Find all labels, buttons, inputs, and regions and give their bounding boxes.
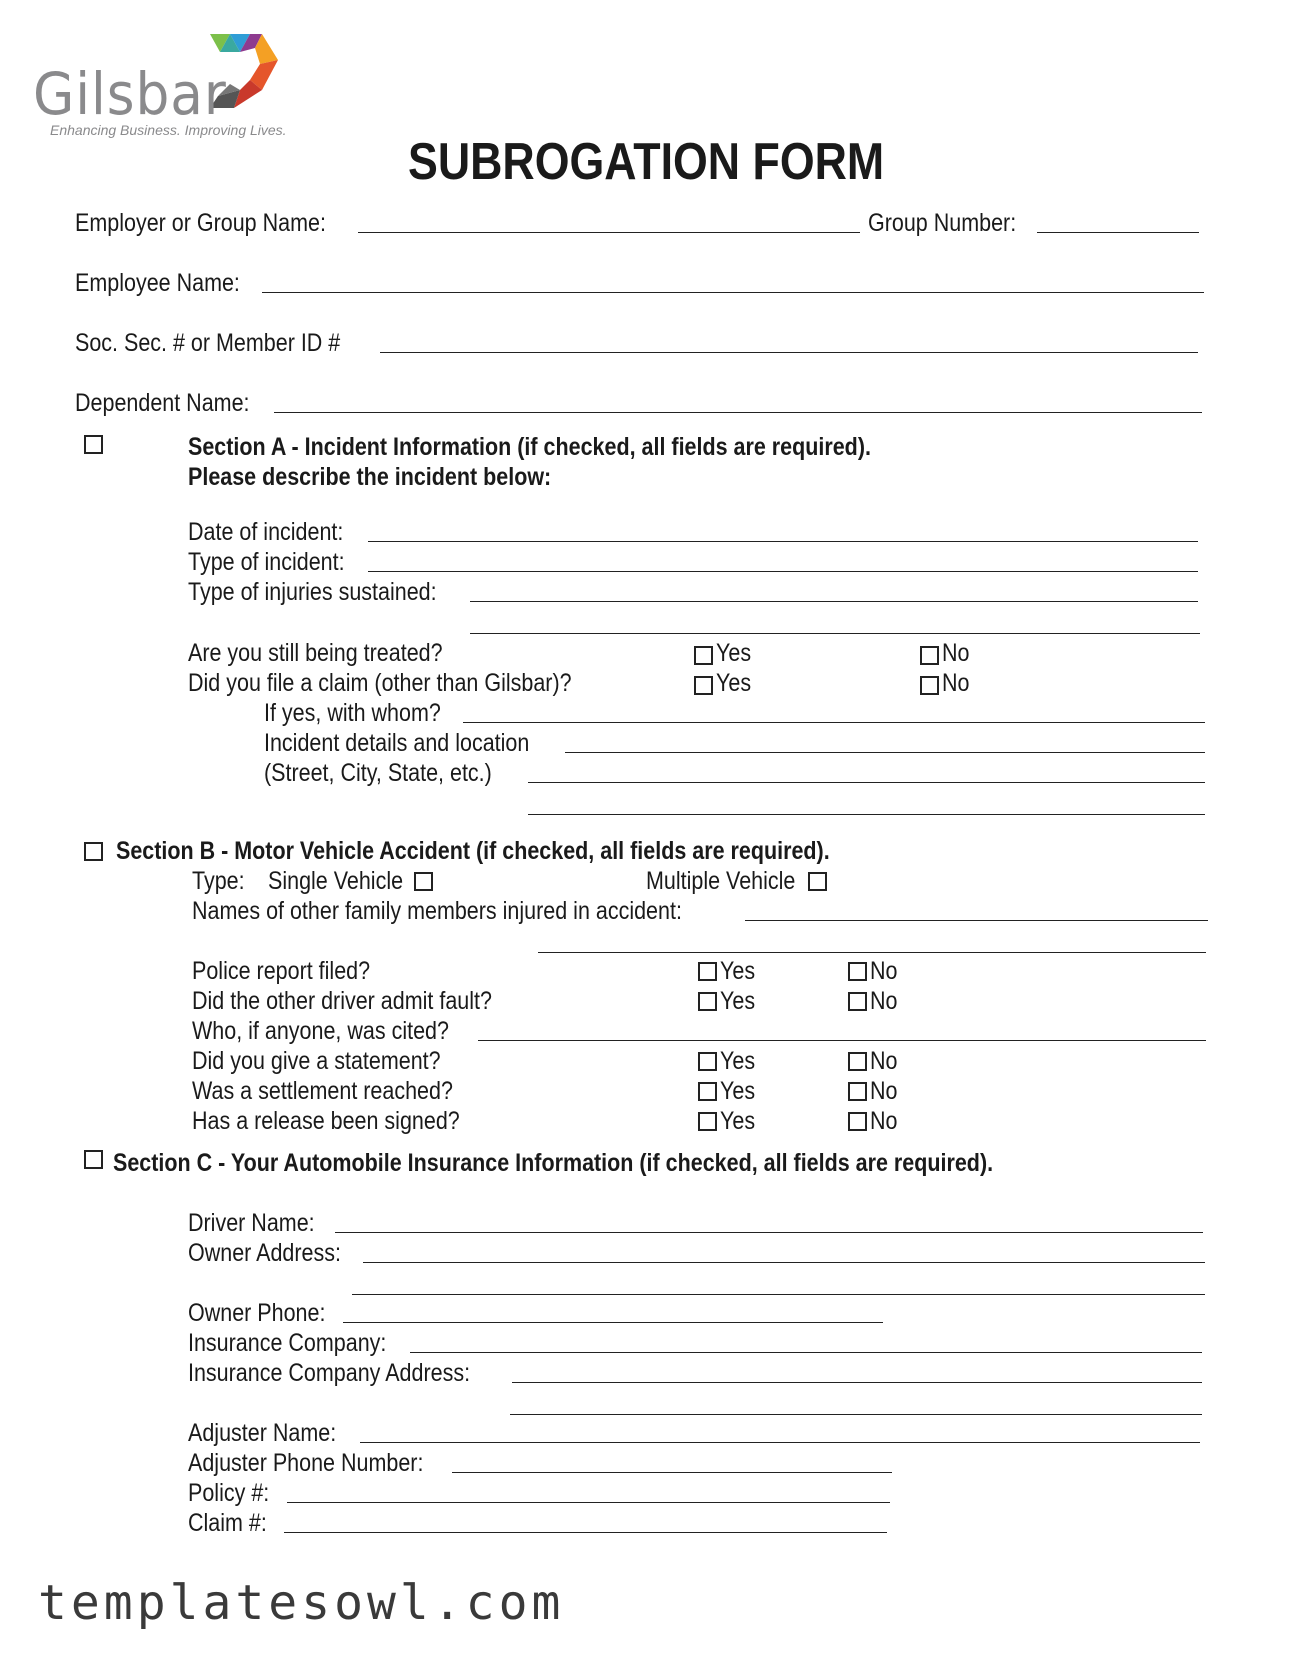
details-label: Incident details and location — [264, 729, 530, 757]
policy-label: Policy #: — [188, 1479, 270, 1507]
dependent-field[interactable] — [274, 412, 1202, 413]
cited-label: Who, if anyone, was cited? — [192, 1017, 449, 1045]
employer-field[interactable] — [358, 232, 860, 233]
with-whom-field[interactable] — [463, 722, 1205, 723]
fault-no-checkbox[interactable] — [848, 992, 867, 1011]
treated-no-label: No — [942, 639, 970, 667]
claim-no-checkbox[interactable] — [920, 676, 939, 695]
family-field-2[interactable] — [538, 952, 1206, 953]
statement-yes-checkbox[interactable] — [698, 1052, 717, 1071]
police-yes-label: Yes — [720, 957, 756, 985]
settlement-yes-label: Yes — [720, 1077, 756, 1105]
dependent-label: Dependent Name: — [75, 389, 250, 417]
incident-type-label: Type of incident: — [188, 548, 345, 576]
multiple-vehicle-label: Multiple Vehicle — [646, 867, 796, 895]
claim-yes-label: Yes — [716, 669, 752, 697]
single-vehicle-label: Single Vehicle — [268, 867, 404, 895]
date-label: Date of incident: — [188, 518, 344, 546]
section-a-heading: Section A - Incident Information (if checked, all fields are required). — [188, 433, 871, 461]
fault-no-label: No — [870, 987, 898, 1015]
insurance-address-field[interactable] — [512, 1382, 1202, 1383]
vehicle-type-label: Type: — [192, 867, 245, 895]
release-no-label: No — [870, 1107, 898, 1135]
family-label: Names of other family members injured in accident: — [192, 897, 682, 925]
police-yes-checkbox[interactable] — [698, 962, 717, 981]
settlement-label: Was a settlement reached? — [192, 1077, 453, 1105]
claim-yes-checkbox[interactable] — [694, 676, 713, 695]
police-no-label: No — [870, 957, 898, 985]
section-c-checkbox[interactable] — [84, 1150, 103, 1169]
group-number-field[interactable] — [1037, 232, 1199, 233]
statement-no-checkbox[interactable] — [848, 1052, 867, 1071]
details-field-2[interactable] — [528, 782, 1205, 783]
owner-address-field[interactable] — [363, 1262, 1205, 1263]
family-field[interactable] — [745, 920, 1208, 921]
details-field-3[interactable] — [528, 814, 1205, 815]
multiple-vehicle-checkbox[interactable] — [808, 872, 827, 891]
adjuster-phone-field[interactable] — [452, 1472, 892, 1473]
form-title: SUBROGATION FORM — [408, 133, 885, 191]
treated-yes-label: Yes — [716, 639, 752, 667]
settlement-no-checkbox[interactable] — [848, 1082, 867, 1101]
insurance-address-label: Insurance Company Address: — [188, 1359, 471, 1387]
injuries-label: Type of injuries sustained: — [188, 578, 437, 606]
treated-label: Are you still being treated? — [188, 639, 443, 667]
employer-label: Employer or Group Name: — [75, 209, 326, 237]
statement-no-label: No — [870, 1047, 898, 1075]
release-label: Has a release been signed? — [192, 1107, 460, 1135]
address-hint-label: (Street, City, State, etc.) — [264, 759, 492, 787]
cited-field[interactable] — [478, 1040, 1206, 1041]
fault-label: Did the other driver admit fault? — [192, 987, 492, 1015]
brand-tagline: Enhancing Business. Improving Lives. — [50, 122, 287, 138]
settlement-no-label: No — [870, 1077, 898, 1105]
ssn-field[interactable] — [380, 352, 1198, 353]
adjuster-phone-label: Adjuster Phone Number: — [188, 1449, 424, 1477]
employee-label: Employee Name: — [75, 269, 240, 297]
claim-label: Did you file a claim (other than Gilsbar)? — [188, 669, 572, 697]
incident-type-field[interactable] — [368, 571, 1198, 572]
group-number-label: Group Number: — [868, 209, 1017, 237]
settlement-yes-checkbox[interactable] — [698, 1082, 717, 1101]
release-yes-label: Yes — [720, 1107, 756, 1135]
treated-no-checkbox[interactable] — [920, 646, 939, 665]
owner-phone-field[interactable] — [343, 1322, 883, 1323]
section-a-checkbox[interactable] — [84, 435, 103, 454]
driver-field[interactable] — [335, 1232, 1203, 1233]
single-vehicle-checkbox[interactable] — [414, 872, 433, 891]
date-field[interactable] — [368, 541, 1198, 542]
injuries-field[interactable] — [470, 601, 1198, 602]
statement-label: Did you give a statement? — [192, 1047, 441, 1075]
adjuster-name-label: Adjuster Name: — [188, 1419, 337, 1447]
details-field[interactable] — [565, 752, 1205, 753]
policy-field[interactable] — [287, 1502, 890, 1503]
treated-yes-checkbox[interactable] — [694, 646, 713, 665]
release-yes-checkbox[interactable] — [698, 1112, 717, 1131]
claim-no-label: No — [942, 669, 970, 697]
brand-name: Gilsbar — [33, 60, 227, 128]
section-b-checkbox[interactable] — [84, 842, 103, 861]
release-no-checkbox[interactable] — [848, 1112, 867, 1131]
owner-address-label: Owner Address: — [188, 1239, 341, 1267]
injuries-field-2[interactable] — [470, 633, 1200, 634]
section-b-heading: Section B - Motor Vehicle Accident (if checked, all fields are required). — [116, 837, 830, 865]
section-c-heading: Section C - Your Automobile Insurance Information (if checked, all fields are required). — [113, 1149, 994, 1177]
adjuster-name-field[interactable] — [360, 1442, 1200, 1443]
police-label: Police report filed? — [192, 957, 371, 985]
owner-phone-label: Owner Phone: — [188, 1299, 326, 1327]
insurance-address-field-2[interactable] — [510, 1414, 1202, 1415]
police-no-checkbox[interactable] — [848, 962, 867, 981]
insurance-company-label: Insurance Company: — [188, 1329, 387, 1357]
claim-number-label: Claim #: — [188, 1509, 267, 1537]
fault-yes-checkbox[interactable] — [698, 992, 717, 1011]
watermark-text: templatesowl.com — [38, 1575, 565, 1631]
owner-address-field-2[interactable] — [352, 1294, 1205, 1295]
employee-field[interactable] — [262, 292, 1204, 293]
fault-yes-label: Yes — [720, 987, 756, 1015]
driver-label: Driver Name: — [188, 1209, 315, 1237]
with-whom-label: If yes, with whom? — [264, 699, 441, 727]
claim-number-field[interactable] — [284, 1532, 887, 1533]
ssn-label: Soc. Sec. # or Member ID # — [75, 329, 341, 357]
statement-yes-label: Yes — [720, 1047, 756, 1075]
insurance-company-field[interactable] — [410, 1352, 1202, 1353]
section-a-subheading: Please describe the incident below: — [188, 463, 552, 491]
